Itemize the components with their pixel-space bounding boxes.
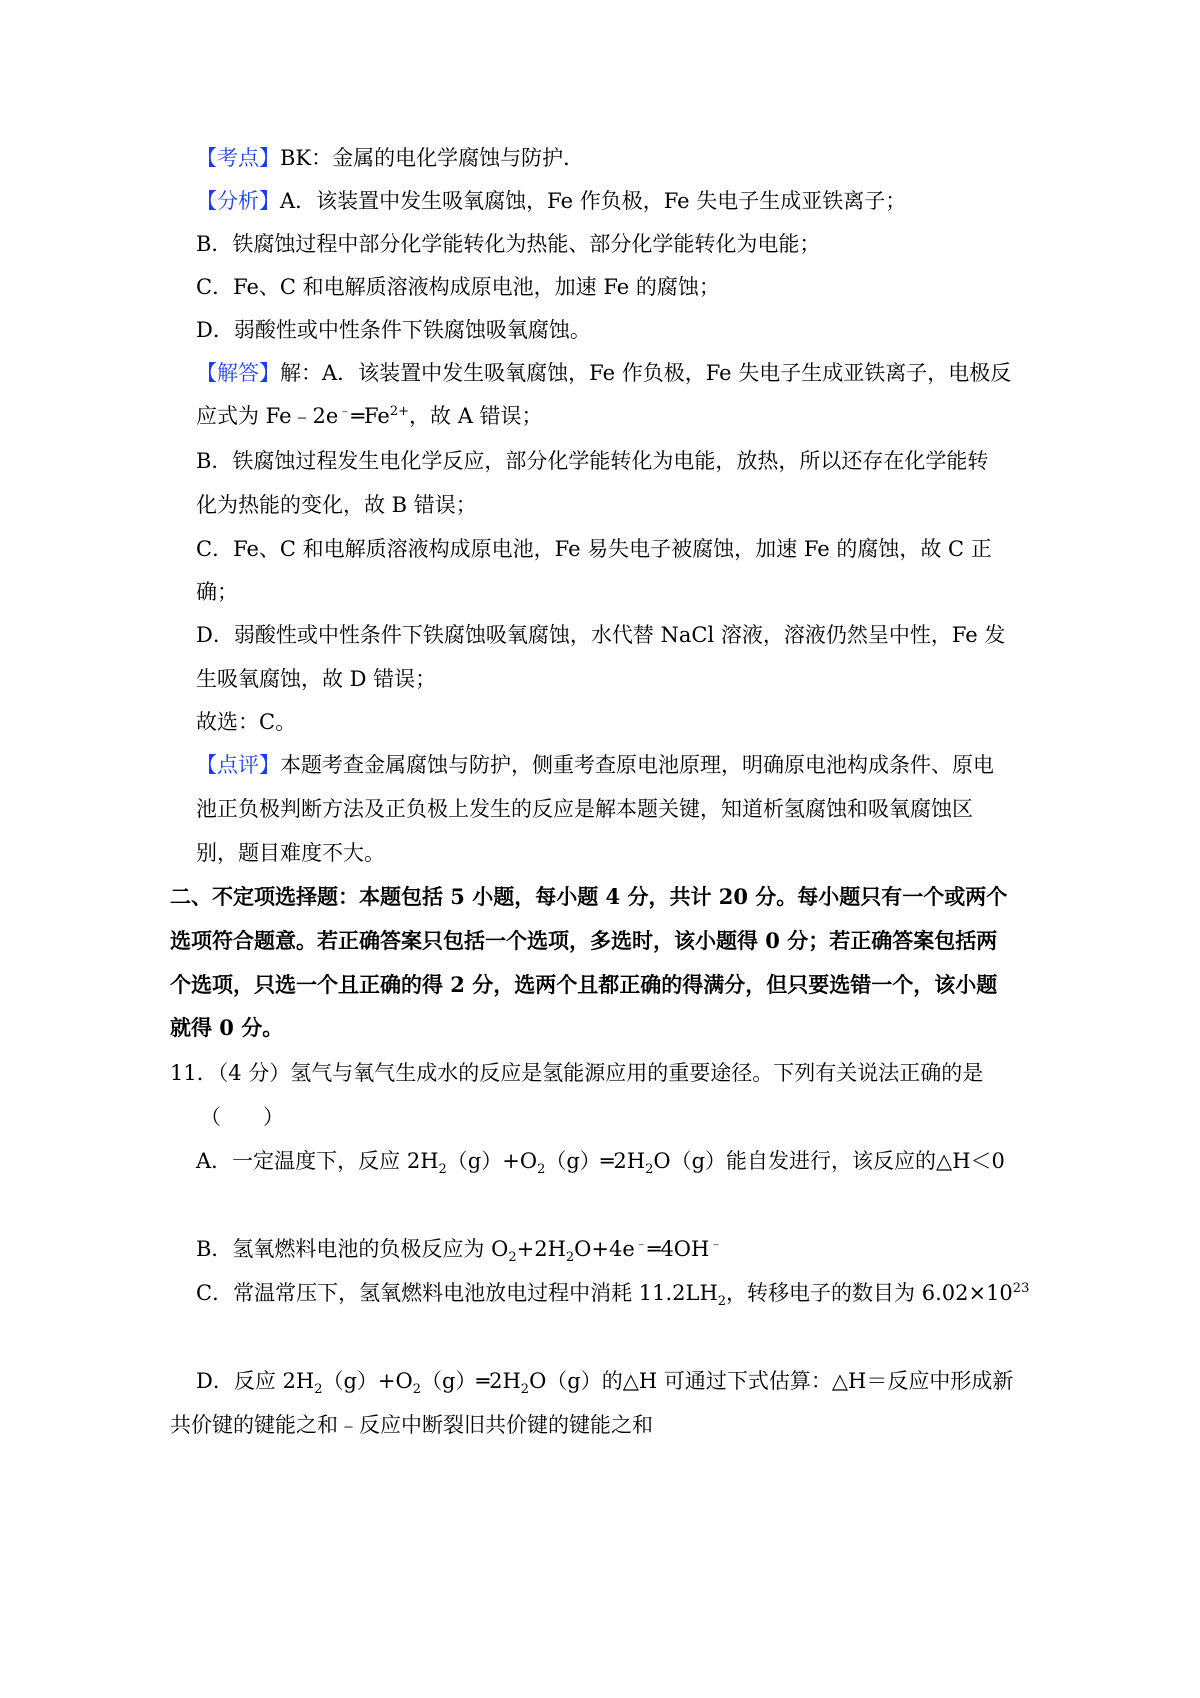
superscript-charge: ﹣ <box>338 404 352 419</box>
superscript-charge: 2+ <box>389 404 410 419</box>
equation-part: ═Fe <box>351 404 390 428</box>
option-a-text: A．一定温度下，反应 2H <box>196 1149 439 1173</box>
option-d-text: O（g）的△H 可通过下式估算：△H＝反应中形成新 <box>529 1369 1014 1393</box>
dianping-line-1 <box>196 750 994 780</box>
option-b-text: B．氢氧燃料电池的负极反应为 O <box>196 1237 509 1261</box>
subscript: 2 <box>508 1250 517 1266</box>
kaodian-line <box>196 143 584 173</box>
option-b-text: ═4OH <box>647 1237 710 1261</box>
kaodian-label: 【考点】 <box>196 146 280 170</box>
equation-part: ，故 A 错误； <box>409 404 543 428</box>
option-a-text: （g）+O <box>446 1149 538 1173</box>
dianping-label: 【点评】 <box>196 753 280 777</box>
dianping-line-3: 别，题目难度不大。 <box>196 841 385 865</box>
dianping-line-2: 池正负极判断方法及正负极上发生的反应是解本题关键，知道析氢腐蚀和吸氧腐蚀区 <box>196 797 973 821</box>
fenxi-line-2: B．铁腐蚀过程中部分化学能转化为热能、部分化学能转化为电能； <box>196 232 821 256</box>
option-c-text: C．常温常压下，氢氧燃料电池放电过程中消耗 11.2LH <box>196 1281 718 1305</box>
section-two-line-3: 个选项，只选一个且正确的得 2 分，选两个且都正确的得满分，但只要选错一个，该小题 <box>170 972 998 997</box>
jieda-d-line-1: D．弱酸性或中性条件下铁腐蚀吸氧腐蚀，水代替 NaCl 溶液，溶液仍然呈中性，Fe 发 <box>196 623 1006 647</box>
fenxi-line-4: D．弱酸性或中性条件下铁腐蚀吸氧腐蚀。 <box>196 318 591 342</box>
fenxi-text-a: A．该装置中发生吸氧腐蚀，Fe 作负极，Fe 失电子生成亚铁离子； <box>280 189 907 213</box>
section-two-line-2: 选项符合题意。若正确答案只包括一个选项，多选时，该小题得 0 分；若正确答案包括两 <box>170 928 998 953</box>
option-a <box>196 1146 1005 1176</box>
jieda-c-line-2: 确； <box>196 580 238 604</box>
fenxi-line-3: C．Fe、C 和电解质溶液构成原电池，加速 Fe 的腐蚀； <box>196 275 720 299</box>
jieda-line-2 <box>196 401 543 431</box>
option-b-text: O+4e <box>574 1237 635 1261</box>
option-c <box>196 1278 1029 1308</box>
subscript: 2 <box>717 1294 727 1310</box>
option-c-text: ，转移电子的数目为 6.02×10 <box>726 1281 1013 1305</box>
option-b <box>196 1234 722 1264</box>
option-d-line-2: 共价键的键能之和﹣反应中断裂旧共价键的键能之和 <box>170 1413 653 1437</box>
jieda-answer: 故选：C。 <box>196 710 297 734</box>
superscript-charge: ﹣ <box>634 1237 648 1252</box>
option-d-text: D．反应 2H <box>196 1369 315 1393</box>
jieda-line-1 <box>196 358 1011 388</box>
jieda-b-line-2: 化为热能的变化，故 B 错误； <box>196 493 477 517</box>
kaodian-text: BK：金属的电化学腐蚀与防护． <box>280 146 585 170</box>
option-b-text: +2H <box>516 1237 566 1261</box>
jieda-text-1: 解：A．该装置中发生吸氧腐蚀，Fe 作负极，Fe 失电子生成亚铁离子，电极反 <box>280 361 1012 385</box>
equation-part: 应式为 Fe﹣2e <box>196 404 339 428</box>
dianping-text-1: 本题考查金属腐蚀与防护，侧重考查原电池原理，明确原电池构成条件、原电 <box>280 753 994 777</box>
jieda-b-line-1: B．铁腐蚀过程发生电化学反应，部分化学能转化为电能，放热，所以还存在化学能转 <box>196 449 989 473</box>
subscript: 2 <box>520 1382 530 1398</box>
subscript: 2 <box>565 1250 575 1266</box>
option-d-line-1 <box>196 1366 1013 1396</box>
superscript-charge: ﹣ <box>709 1237 723 1252</box>
subscript: 2 <box>314 1382 323 1398</box>
jieda-c-line-1: C．Fe、C 和电解质溶液构成原电池，Fe 易失电子被腐蚀，加速 Fe 的腐蚀，故 C 正 <box>196 537 992 561</box>
option-a-text: （g）═2H <box>545 1149 646 1173</box>
subscript: 2 <box>537 1162 546 1178</box>
question-11-stem: 11．（4 分）氢气与氧气生成水的反应是氢能源应用的重要途径。下列有关说法正确的是 <box>170 1061 984 1085</box>
subscript: 2 <box>645 1162 654 1178</box>
jieda-label: 【解答】 <box>196 361 280 385</box>
option-d-text: （g）═2H <box>421 1369 521 1393</box>
subscript: 2 <box>438 1162 447 1178</box>
fenxi-line-1 <box>196 186 906 216</box>
superscript-exponent: 23 <box>1012 1281 1030 1296</box>
section-two-line-4: 就得 0 分。 <box>170 1015 284 1040</box>
option-a-text: O（g）能自发进行，该反应的△H＜0 <box>653 1149 1005 1173</box>
section-two-line-1: 二、不定项选择题：本题包括 5 小题，每小题 4 分，共计 20 分。每小题只有一个或两个 <box>170 884 1008 909</box>
jieda-d-line-2: 生吸氧腐蚀，故 D 错误； <box>196 667 437 691</box>
subscript: 2 <box>412 1382 422 1398</box>
fenxi-label: 【分析】 <box>196 189 280 213</box>
question-11-answer-blank: （ ） <box>200 1105 284 1129</box>
option-d-text: （g）+O <box>322 1369 413 1393</box>
